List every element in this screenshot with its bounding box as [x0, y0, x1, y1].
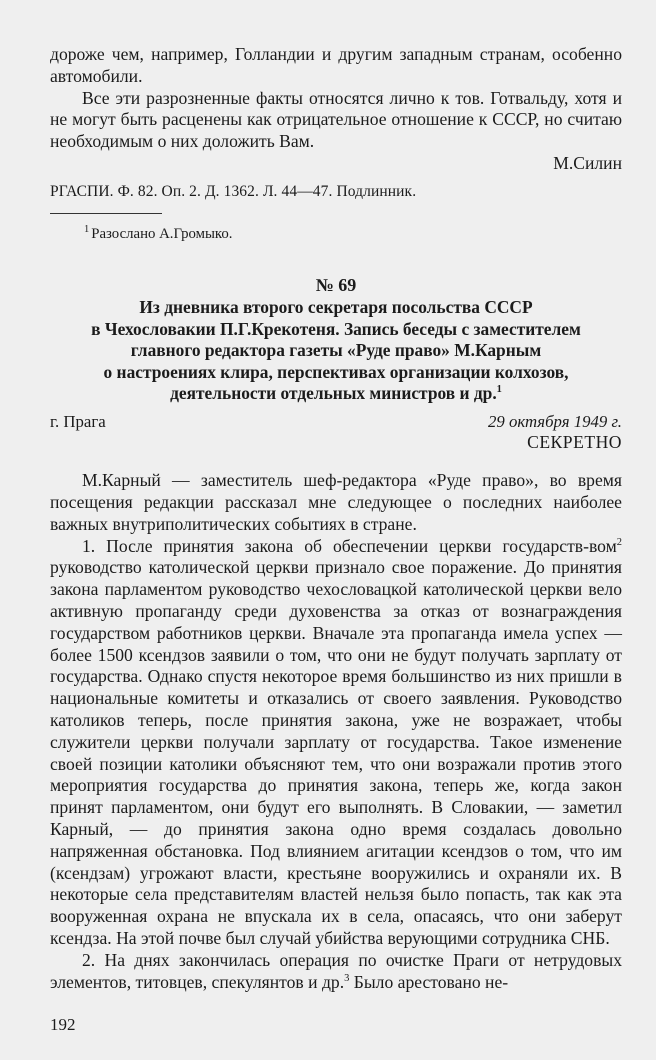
footnote-mark: 1 [84, 223, 90, 235]
date: 29 октября 1949 г. [487, 411, 622, 431]
title-line: в Чехословакии П.Г.Крекотеня. Запись беседы с заместителем [91, 318, 581, 339]
paragraph-1-rest: руководство католической церкви признало свое поражение. До принятия закона парламентом руководство чехословацкой католической церкви вело активную пропаганду среди духовенства за отказ от вознаграждения государством работников церкви. Вначале эта пропаганда имела успех — более 1500 ксендзов заявили о том, что они не будут получать зарплату от государства. Однако спустя некоторое время большинство из них пришли в национальные комитеты и отказались от своего заявления. Руководство католиков теперь, после принятия закона, уже не возражает, чтобы служители церкви получали зарплату от государства. Такое изменение своей позиции католики объясняют тем, что они возражали против этого мероприятия государства до принятия закона, теперь же, когда закон принят парламентом, они будут его выполнять. В Словакии, — заметил Карный, — до принятия закона одно время создалась довольно напряженная обстановка. Под влиянием агитации ксендзов о том, что им (ксендзам) угрожают власти, крестьяне вооружились и охраняли их. В некоторые села представителям властей нельзя было попасть, так как эта вооруженная охрана не впускала их в села, опасаясь, что они заберут ксендза. На этой почве был случай убийства верующими сотрудника СНБ. [50, 557, 622, 948]
signature: М.Силин [553, 152, 622, 173]
closing-paragraph: Все эти разрозненные факты относятся лично к тов. Готвальду, хотя и не могут быть расценены как отрицательное отношение к СССР, но считаю необходимым о них доложить Вам. [50, 87, 622, 152]
intro-paragraph: М.Карный — заместитель шеф-редактора «Руде право», во время посещения редакции рассказал мне следующее о последних наиболее важных внутриполитических событиях в стране. [50, 470, 622, 534]
title-line: Из дневника второго секретаря посольства СССР [139, 297, 533, 318]
document-number: № 69 [315, 275, 357, 296]
paragraph-2-rest: Было арестовано не- [349, 971, 509, 992]
title-line: о настроениях клира, перспективах организации колхозов, [103, 361, 569, 382]
title-line-text: деятельности отдельных министров и др. [170, 383, 497, 404]
paragraph-1-start: 1. После принятия закона об обеспечении церкви государств-вом [82, 535, 617, 556]
dateline [50, 411, 622, 433]
place: г. Прага [50, 411, 106, 431]
footnote-text: Разослано А.Громыко. [91, 225, 233, 242]
title-line [50, 383, 622, 405]
page-number: 192 [50, 1015, 76, 1034]
continued-text: дороже чем, например, Голландии и другим западным странам, особенно автомобили. [50, 44, 622, 86]
classification-stamp: СЕКРЕТНО [527, 432, 622, 453]
footnote [50, 224, 622, 246]
document-title [50, 297, 622, 405]
footnote-ref-2: 2 [616, 536, 622, 548]
footnote-divider [50, 213, 162, 214]
document-body [50, 470, 622, 993]
footnote-ref-3: 3 [344, 972, 350, 984]
archive-source: РГАСПИ. Ф. 82. Оп. 2. Д. 1362. Л. 44—47. Подлинник. [50, 182, 417, 200]
paragraph-2-start: 2. На днях закончилась операция по очистке Праги от нетрудовых элементов, титовцев, спекулянтов и др. [50, 949, 622, 992]
paragraph-2 [50, 950, 622, 994]
title-line: главного редактора газеты «Руде право» М.Карным [130, 340, 542, 361]
title-footnote-ref: 1 [496, 384, 502, 396]
document-page [50, 44, 622, 993]
paragraph-1 [50, 536, 622, 950]
